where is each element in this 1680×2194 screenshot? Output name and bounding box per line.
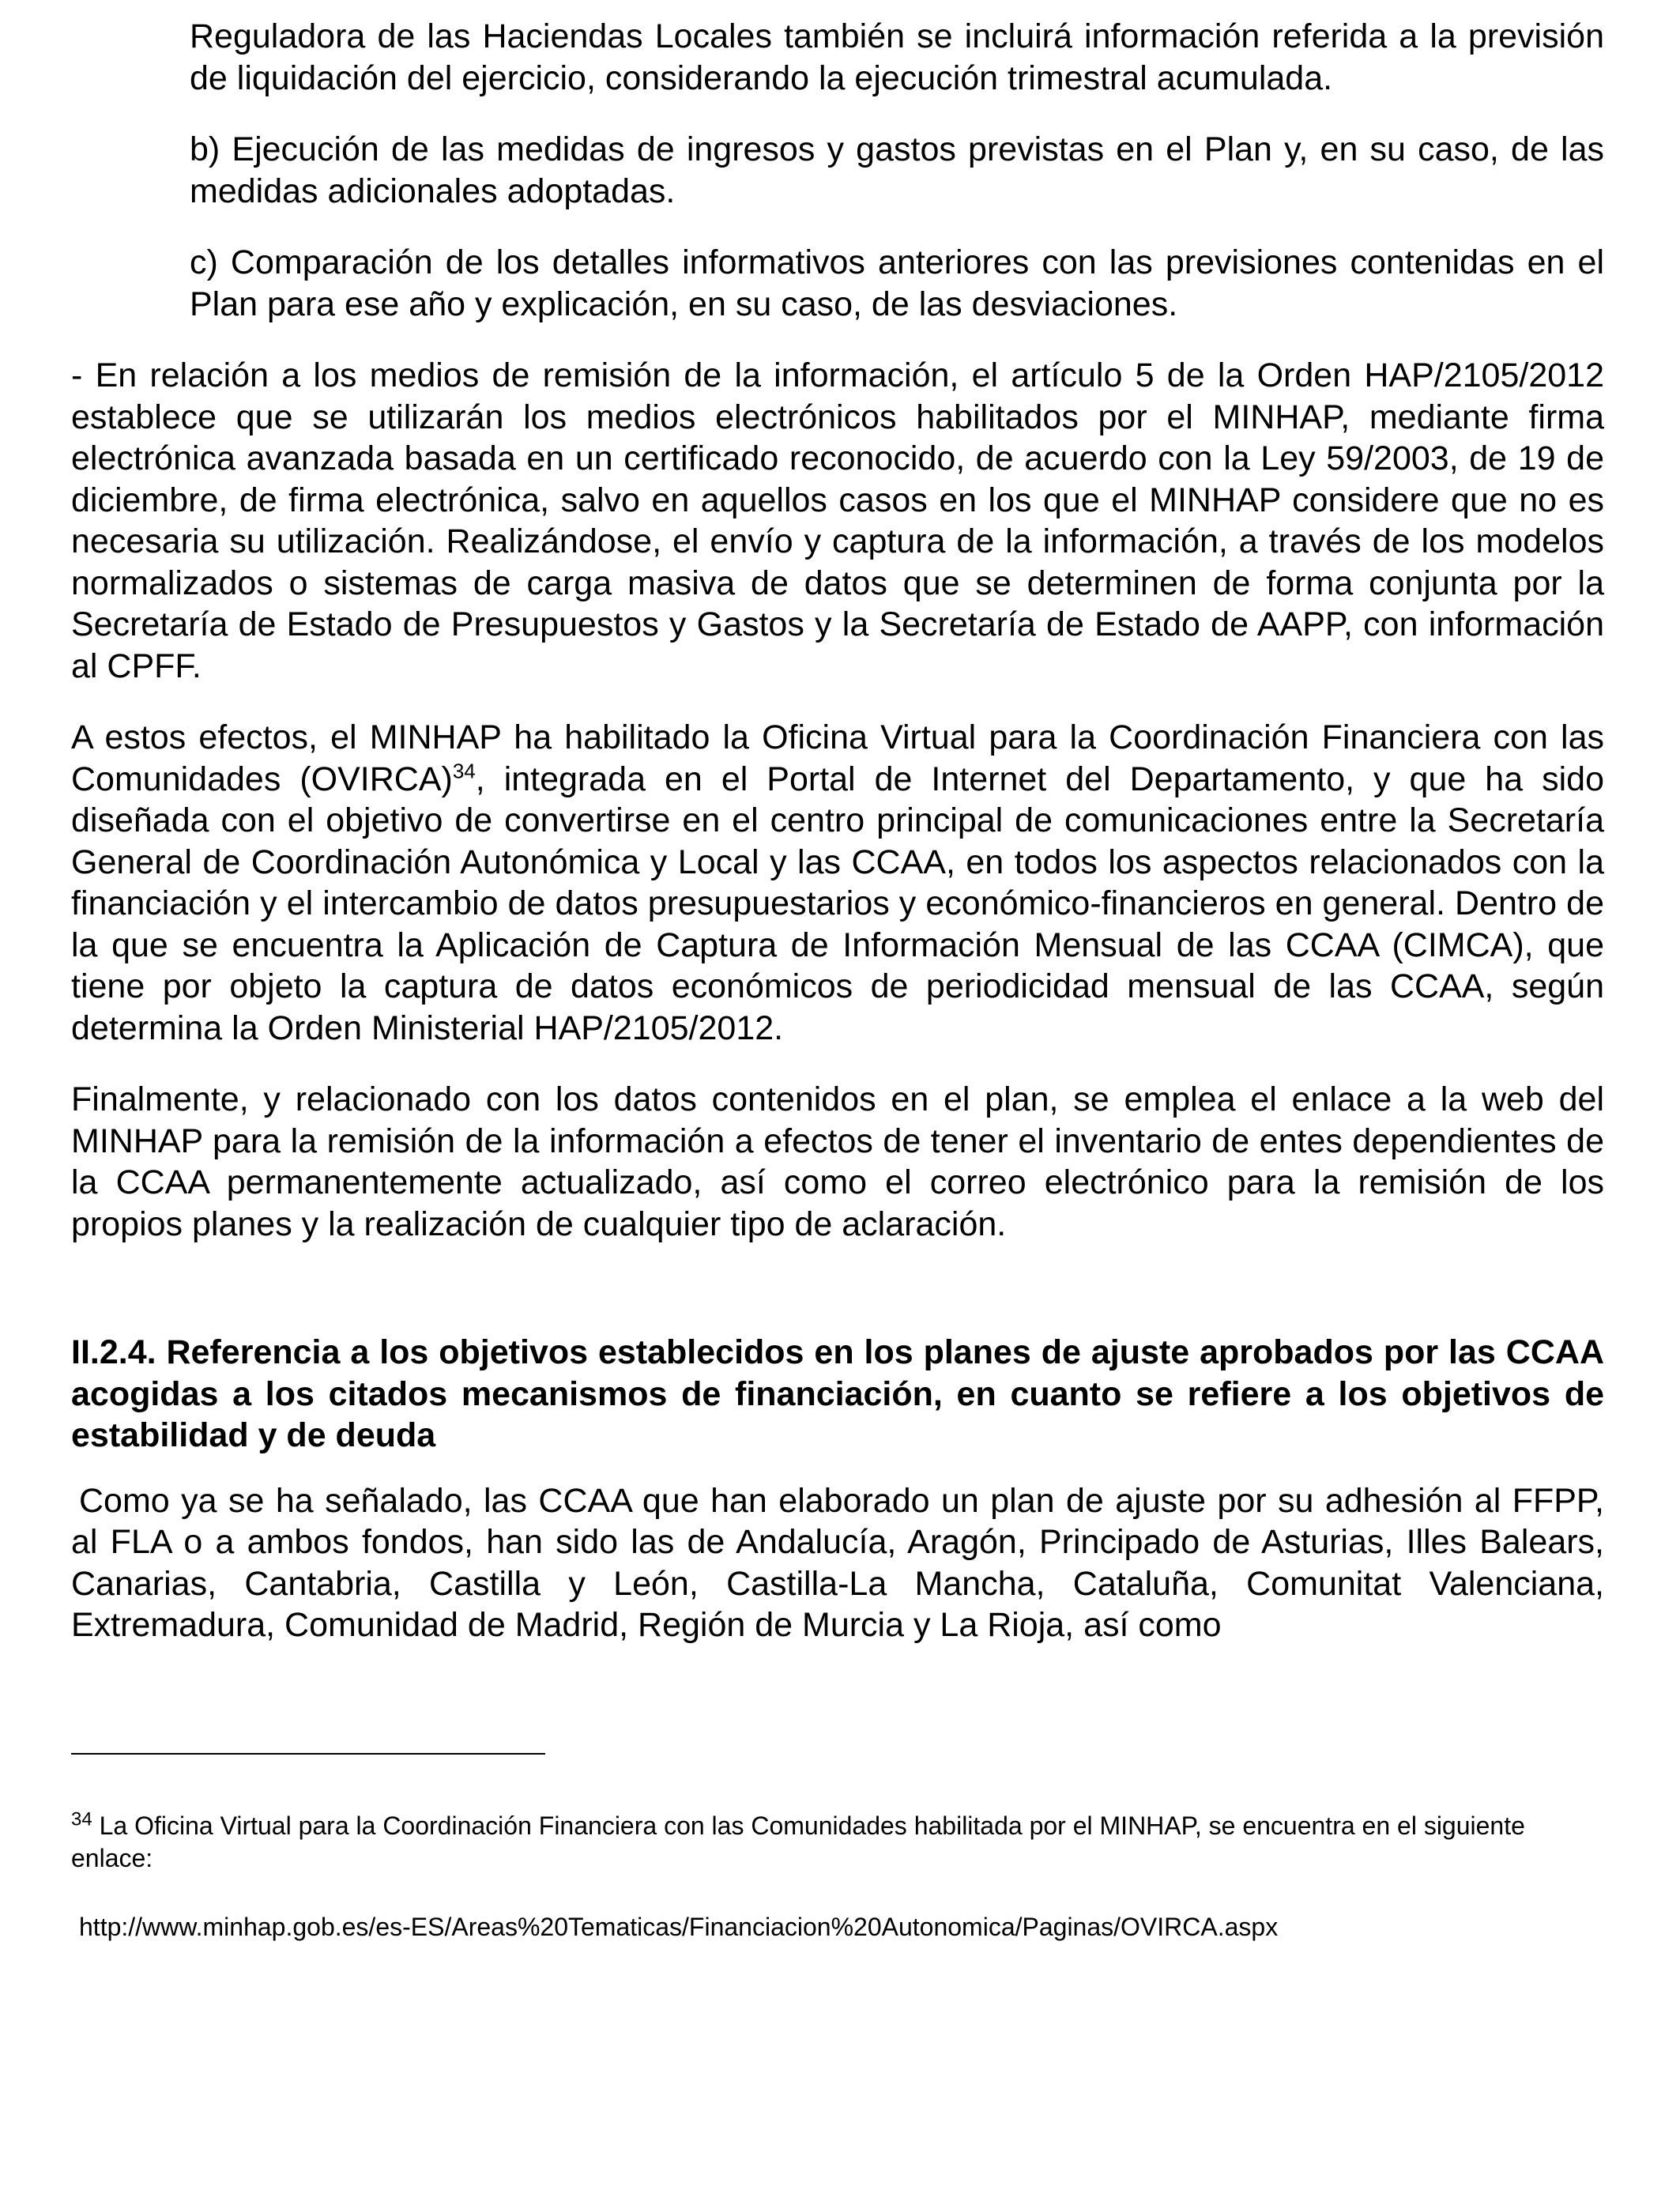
paragraph-ovirca-text-end: , integrada en el Portal de Internet del Departamento, y que ha sido diseñada con el objetivo de convertirse en el centro principal de comunicaciones entre la Secretaría General de Coordinación Autonómica y Local y las CCAA, en todos los aspectos relacionados con la financiación y el intercambio de datos presupuestarios y económico-financieros en general. Dentro de la que se encuentra la Aplicación de Captura de Información Mensual de las CCAA (CIMCA), que tiene por objeto la captura de datos económicos de periodicidad mensual de las CCAA, según determina la Orden Ministerial HAP/2105/2012. [71, 760, 1604, 1047]
footnote-separator [71, 1753, 545, 1755]
footnote-url: http://www.minhap.gob.es/es-ES/Areas%20Tematicas/Financiacion%20Autonomica/Paginas/OVIRCA.aspx [79, 1913, 1279, 1941]
footnote [71, 1810, 1604, 1875]
footnote-reference: 34 [452, 759, 476, 783]
paragraph-haciendas-locales: Reguladora de las Haciendas Locales también se incluirá información referida a la previsión de liquidación del ejercicio, considerando la ejecución trimestral acumulada. [190, 17, 1604, 97]
section-heading: II.2.4. Referencia a los objetivos establecidos en los planes de ajuste aprobados por las CCAA acogidas a los citados mecanismos de financiación, en cuanto se refiere a los objetivos de estabilidad y de deuda [71, 1333, 1604, 1454]
paragraph-ovirca-text-start: A estos efectos, el MINHAP ha habilitado la Oficina Virtual para la Coordinación Financiera con las Comunidades (OVIRCA) [71, 718, 1604, 798]
paragraph-item-c: c) Comparación de los detalles informativos anteriores con las previsiones contenidas en el Plan para ese año y explicación, en su caso, de las desviaciones. [190, 243, 1604, 323]
document-page [71, 16, 1604, 1676]
footnote-number: 34 [71, 1808, 92, 1830]
paragraph-medios-remision: - En relación a los medios de remisión de la información, el artículo 5 de la Orden HAP/2105/2012 establece que se utilizarán los medios electrónicos habilitados por el MINHAP, mediante firma electrónica avanzada basada en un certificado reconocido, de acuerdo con la Ley 59/2003, de 19 de diciembre, de firma electrónica, salvo en aquellos casos en los que el MINHAP considere que no es necesaria su utilización. Realizándose, el envío y captura de la información, a través de los modelos normalizados o sistemas de carga masiva de datos que se determinen de forma conjunta por la Secretaría de Estado de Presupuestos y Gastos y la Secretaría de Estado de AAPP, con información al CPFF. [71, 356, 1604, 685]
paragraph-finalmente: Finalmente, y relacionado con los datos contenidos en el plan, se emplea el enlace a la web del MINHAP para la remisión de la información a efectos de tener el inventario de entes dependientes de la CCAA permanentemente actualizado, así como el correo electrónico para la remisión de los propios planes y la realización de cualquier tipo de aclaración. [71, 1080, 1604, 1243]
paragraph-ovirca [71, 717, 1604, 1049]
footnote-text: La Oficina Virtual para la Coordinación Financiera con las Comunidades habilitada por el MINHAP, se encuentra en el siguiente enlace: [71, 1811, 1525, 1872]
paragraph-ccaa-plan-ajuste: Como ya se ha señalado, las CCAA que han elaborado un plan de ajuste por su adhesión al FFPP, al FLA o a ambos fondos, han sido las de Andalucía, Aragón, Principado de Asturias, Illes Balears, Canarias, Cantabria, Castilla y León, Castilla-La Mancha, Cataluña, Comunitat Valenciana, Extremadura, Comunidad de Madrid, Región de Murcia y La Rioja, así como [71, 1481, 1604, 1644]
paragraph-item-b: b) Ejecución de las medidas de ingresos y gastos previstas en el Plan y, en su caso, de las medidas adicionales adoptadas. [190, 130, 1604, 210]
